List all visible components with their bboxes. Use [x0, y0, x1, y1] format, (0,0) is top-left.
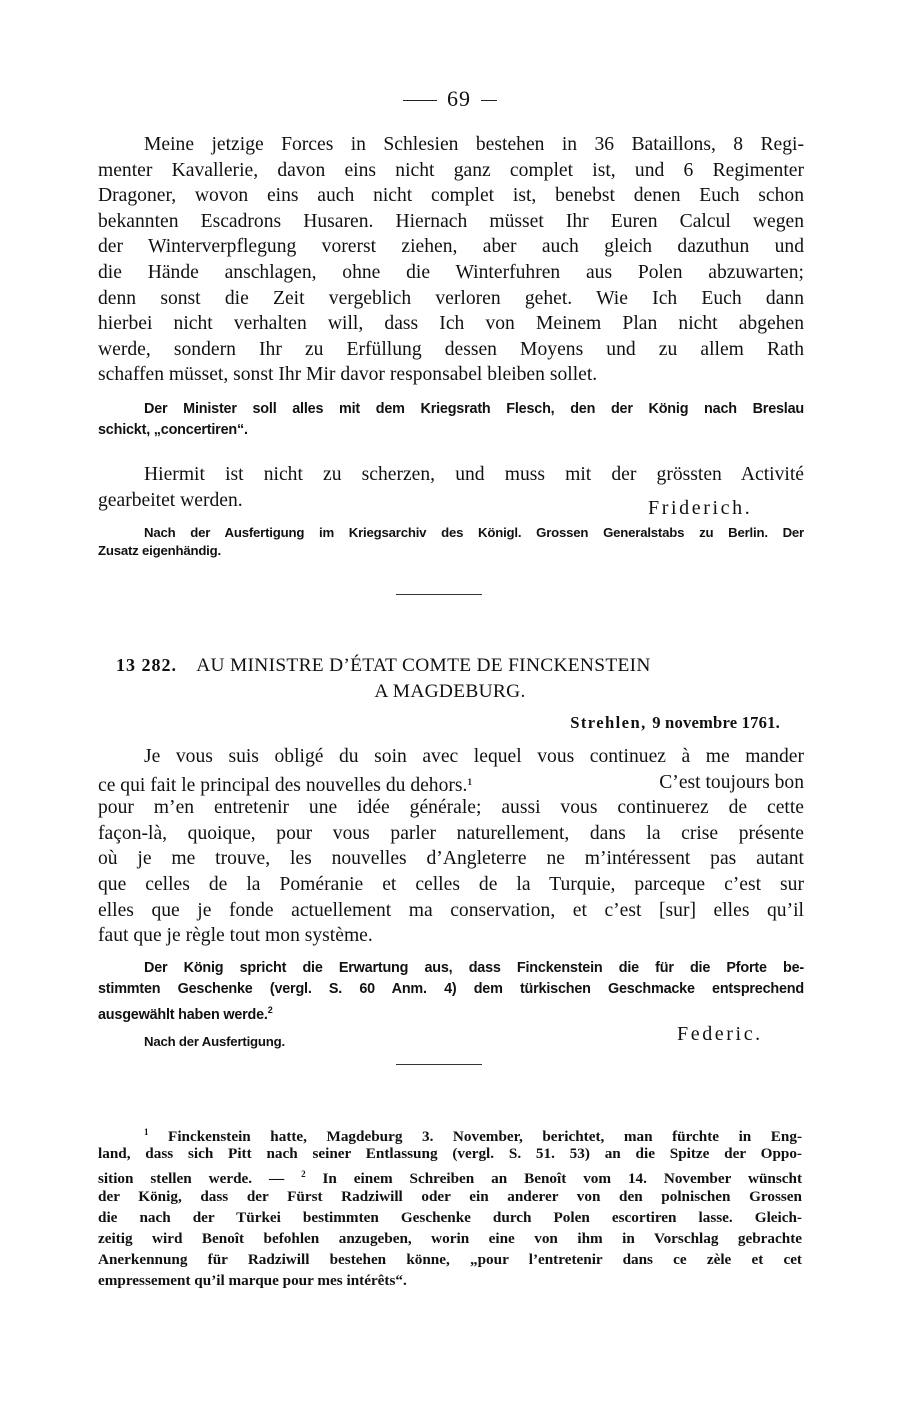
- letter-editor-note: [98, 958, 804, 1021]
- letter-signature: Federic.: [677, 1023, 763, 1045]
- text-line: menter Kavallerie, davon eins nicht ganz complet ist, und 6 Regimenter: [98, 159, 804, 181]
- page-number-value: 69: [447, 86, 471, 111]
- footnote-line: die nach der Türkei bestimmten Geschenke durch Polen escortiren lasse. Gleich-: [98, 1208, 802, 1226]
- text-line: elles que je fonde actuellement ma conservation, et c’est [sur] elles qu’il: [98, 899, 804, 921]
- text-line: bekannten Escadrons Husaren. Hiernach müsset Ihr Euren Calcul wegen: [98, 210, 804, 232]
- text-line-continuation: C’est toujours bon: [659, 771, 804, 793]
- text-line: Je vous suis obligé du soin avec lequel vous continuez à me mander: [144, 746, 804, 767]
- text-line: schaffen müsset, sonst Ihr Mir davor responsabel bleiben sollet.: [98, 364, 598, 386]
- letter-source-note: Nach der Ausfertigung.: [144, 1034, 285, 1049]
- footnote-text: Finckenstein hatte, Magdeburg 3. November, berichtet, man fürchte in Eng-: [168, 1128, 803, 1145]
- dateline-date: 9 novembre 1761.: [652, 713, 780, 732]
- footnote-line: Anerkennung für Radziwill bestehen könne, „pour l’entretenir dans ce zèle et cet: [98, 1251, 802, 1269]
- text-line: Hiermit ist nicht zu scherzen, und muss mit der grössten Activité: [144, 464, 804, 485]
- page-number-dash-right: [481, 100, 497, 101]
- dateline-place: Strehlen,: [570, 713, 647, 732]
- text-line: Dragoner, wovon eins auch nicht complet ist, benebst denen Euch schon: [98, 185, 804, 207]
- note-line-text: ausgewählt haben werde.: [98, 1007, 268, 1023]
- note-line: Nach der Ausfertigung im Kriegsarchiv des Königl. Grossen Generalstabs zu Berlin. Der: [144, 525, 804, 540]
- text-line: gearbeitet werden.: [98, 489, 243, 511]
- letter-heading-line2: A MAGDEBURG.: [374, 681, 526, 702]
- footnote-marker-2: 2: [301, 1169, 306, 1180]
- note-line: schickt, „concertiren“.: [98, 422, 248, 438]
- dateline: [570, 713, 780, 733]
- text-line: hierbei nicht verhalten will, dass Ich von Meinem Plan nicht abgehen: [98, 313, 804, 335]
- text-line: façon-là, quoique, pour vous parler naturellement, dans la crise présente: [98, 822, 804, 844]
- letter-heading-line1: AU MINISTRE D’ÉTAT COMTE DE FINCKENSTEIN: [196, 655, 651, 676]
- text-line-with-footnote: [98, 770, 804, 796]
- footnote-line: empressement qu’il marque pour mes intérêts“.: [98, 1272, 407, 1290]
- previous-letter-paragraph: [98, 132, 804, 388]
- footnote-line: der König, dass der Fürst Radziwill oder ein anderer von den polnischen Grossen: [98, 1187, 802, 1205]
- text-line: faut que je règle tout mon système.: [98, 925, 373, 947]
- footnote-line: land, dass sich Pitt nach seiner Entlassung (vergl. S. 51. 53) an die Spitze der Oppo-: [98, 1145, 802, 1163]
- text-line: pour m’en entretenir une idée générale; aussi vous continuerez de cette: [98, 797, 804, 819]
- text-line: werde, sondern Ihr zu Erfüllung dessen Moyens und zu allem Rath: [98, 338, 804, 360]
- footnotes: [98, 1122, 802, 1292]
- text-line: die Hände anschlagen, ohne die Winterfuhren aus Polen abzuwarten;: [98, 261, 804, 283]
- note-line: Der König spricht die Erwartung aus, dass Finckenstein die für die Pforte be-: [144, 960, 804, 976]
- letter-heading: [116, 655, 796, 677]
- footnote-text: sition stellen werde. —: [98, 1170, 285, 1188]
- page-number: [0, 86, 900, 112]
- page-number-dash-left: [403, 100, 437, 101]
- section-separator: [396, 1064, 482, 1065]
- footnote-text: In einem Schreiben an Benoît vom 14. November wünscht: [322, 1170, 803, 1188]
- text-line: Meine jetzige Forces in Schlesien bestehen in 36 Bataillons, 8 Regi-: [144, 134, 804, 155]
- note-line: stimmten Geschenke (vergl. S. 60 Anm. 4) dem türkischen Geschmacke entsprechend: [98, 981, 804, 997]
- letter-paragraph: [98, 744, 804, 949]
- letter-number: 13 282.: [116, 655, 177, 675]
- footnote-ref-2[interactable]: 2: [267, 1005, 273, 1015]
- footnote-line: [98, 1122, 802, 1143]
- text-line: où je me trouve, les nouvelles d’Angleterre ne m’intéressent pas autant: [98, 848, 804, 870]
- note-line: [98, 1000, 804, 1021]
- section-separator: [396, 594, 482, 595]
- text-line-start: ce qui fait le principal des nouvelles du dehors.: [98, 774, 468, 796]
- text-line: que celles de la Poméranie et celles de la Turquie, parceque c’est sur: [98, 873, 804, 895]
- previous-letter-source-note: [98, 524, 804, 560]
- footnote-marker-1: 1: [144, 1127, 149, 1137]
- note-line: Zusatz eigenhändig.: [98, 543, 221, 558]
- text-line: denn sonst die Zeit vergeblich verloren gehet. Wie Ich Euch dann: [98, 287, 804, 309]
- previous-letter-editor-note: [98, 399, 804, 441]
- footnote-ref-1[interactable]: 1: [467, 776, 472, 787]
- footnote-line: [98, 1164, 803, 1188]
- note-line: Der Minister soll alles mit dem Kriegsrath Flesch, den der König nach Breslau: [144, 401, 804, 417]
- footnote-line: zeitig wird Benoît befohlen anzugeben, worin eine von ihm in Vorschlag gebrachte: [98, 1229, 802, 1247]
- previous-letter-signature: Friderich.: [648, 497, 753, 519]
- text-line: der Winterverpflegung vorerst ziehen, aber auch gleich dazuthun und: [98, 236, 804, 258]
